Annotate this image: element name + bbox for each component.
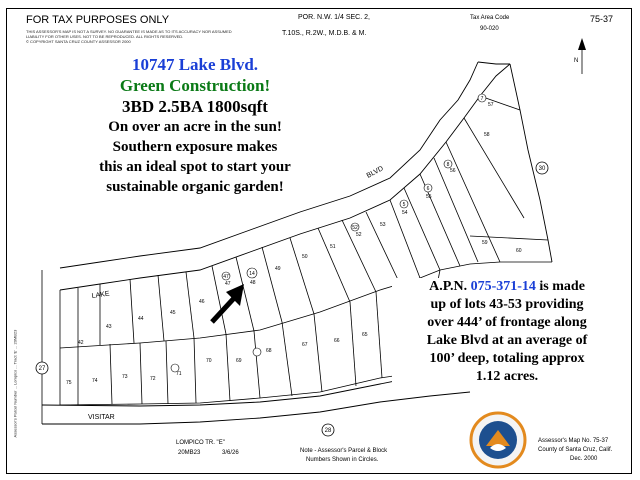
- listing-address: 10747 Lake Blvd.: [131, 55, 259, 74]
- lower-lot-block: [60, 270, 440, 405]
- apn-line-2: up of lots 43-53 providing: [430, 297, 584, 312]
- lot-60: 60: [516, 248, 522, 254]
- tract-name: LOMPICO TR. "E": [176, 440, 225, 446]
- lot-55: 55: [426, 194, 432, 200]
- svg-text:52: 52: [352, 225, 358, 231]
- apn-line-4: Lake Blvd at an average of: [426, 333, 588, 348]
- lot-45: 45: [170, 310, 176, 316]
- lot-53: 53: [380, 222, 386, 228]
- note-line-2: Numbers Shown in Circles.: [306, 457, 379, 463]
- lot-67: 67: [302, 342, 308, 348]
- lot-48: 48: [250, 280, 256, 286]
- lot-46: 46: [199, 299, 205, 305]
- listing-line-2: Southern exposure makes: [112, 139, 278, 155]
- lot-42: 42: [78, 340, 84, 346]
- svg-text:5: 5: [402, 202, 406, 208]
- lot-43: 43: [106, 324, 112, 330]
- lot-65: 65: [362, 332, 368, 338]
- tax-area-label: Tax Area Code: [470, 15, 510, 21]
- lot-66: 66: [334, 338, 340, 344]
- note-line-1: Note - Assessor's Parcel & Block: [300, 448, 388, 454]
- lot-50: 50: [302, 254, 308, 260]
- apn-line-3: over 444’ of frontage along: [427, 315, 587, 330]
- map-date: Dec. 2000: [570, 456, 598, 462]
- apn-description-block: [392, 278, 622, 386]
- apn-suffix: is made: [535, 279, 585, 294]
- svg-text:7: 7: [480, 96, 484, 102]
- assessor-map-number: Assessor's Map No. 75-37: [538, 438, 609, 444]
- lot-71: 71: [176, 371, 182, 377]
- apn-line-5: 100’ deep, totaling approx: [429, 351, 585, 366]
- svg-text:14: 14: [249, 271, 255, 277]
- north-label: N: [574, 58, 579, 64]
- listing-specs: 3BD 2.5BA 1800sqft: [122, 97, 268, 116]
- svg-text:30: 30: [538, 166, 546, 172]
- lot-47: 47: [225, 281, 231, 287]
- lot-72: 72: [150, 376, 156, 382]
- tract-date: 3/6/26: [222, 450, 239, 456]
- svg-text:28: 28: [324, 428, 332, 434]
- lot-70: 70: [206, 358, 212, 364]
- lot-58: 58: [484, 132, 490, 138]
- listing-headline: Green Construction!: [119, 76, 271, 95]
- svg-text:6: 6: [426, 186, 430, 192]
- lot-49: 49: [275, 266, 281, 272]
- side-note: Assessor's Parcel Number ... Lompico ... Tract 'E' ... 20MB23: [12, 329, 18, 438]
- listing-line-3: this an ideal spot to start your: [99, 159, 291, 175]
- tax-purposes-notice: FOR TAX PURPOSES ONLY: [26, 14, 170, 26]
- lot-51: 51: [330, 244, 336, 250]
- brokerage-logo: [468, 410, 528, 470]
- lot-74: 74: [92, 378, 98, 384]
- lot-68: 68: [266, 348, 272, 354]
- tract-reference: 20MB23: [178, 450, 201, 456]
- listing-line-1: On over an acre in the sun!: [108, 119, 282, 135]
- lot-57: 57: [488, 102, 494, 108]
- disclaimer-line-1: THIS ASSESSOR'S MAP IS NOT A SURVEY. NO GUARANTEE IS MADE AS TO ITS ACCURACY NOR ASSUMED: [26, 29, 232, 34]
- svg-text:8: 8: [446, 162, 450, 168]
- block-number-28: [322, 424, 334, 436]
- listing-headline-block: [60, 54, 330, 197]
- disclaimer-line-2: LIABILITY FOR OTHER USES. NOT TO BE REPRODUCED. ALL RIGHTS RESERVED.: [26, 34, 184, 39]
- book-page-number: 75-37: [590, 14, 614, 24]
- lot-73: 73: [122, 374, 128, 380]
- svg-text:27: 27: [38, 366, 46, 372]
- svg-text:47: 47: [223, 274, 229, 280]
- listing-line-4: sustainable organic garden!: [106, 179, 284, 195]
- lot-44: 44: [138, 316, 144, 322]
- apn-number: 075-371-14: [470, 279, 536, 294]
- block-number-30: [536, 162, 548, 174]
- apn-line-1: [392, 278, 622, 296]
- lot-54: 54: [402, 210, 408, 216]
- lower-lot-labels: [66, 324, 398, 386]
- lot-75: 75: [66, 380, 72, 386]
- county-name: County of Santa Cruz, Calif.: [538, 447, 613, 453]
- disclaimer-line-3: © COPYRIGHT SANTA CRUZ COUNTY ASSESSOR 2000: [26, 39, 131, 44]
- road-label-lake: LAKE: [91, 290, 111, 300]
- logo-emblem-icon: [468, 410, 528, 470]
- lot-52: 52: [356, 232, 362, 238]
- township-range: T.10S., R.2W., M.D.B. & M.: [282, 30, 367, 37]
- road-label-blvd: BLVD: [365, 165, 385, 180]
- lot-69: 69: [236, 358, 242, 364]
- north-arrow-icon: [574, 38, 586, 74]
- road-label-visitar: VISITAR: [88, 414, 115, 421]
- apn-prefix: A.P.N.: [429, 279, 471, 294]
- section-description: POR. N.W. 1/4 SEC. 2,: [298, 14, 370, 21]
- block-number-27: [36, 362, 48, 374]
- tax-area-code: 90-020: [480, 26, 499, 32]
- apn-line-6: 1.12 acres.: [475, 369, 539, 384]
- lot-59: 59: [482, 240, 488, 246]
- lot-56: 56: [450, 168, 456, 174]
